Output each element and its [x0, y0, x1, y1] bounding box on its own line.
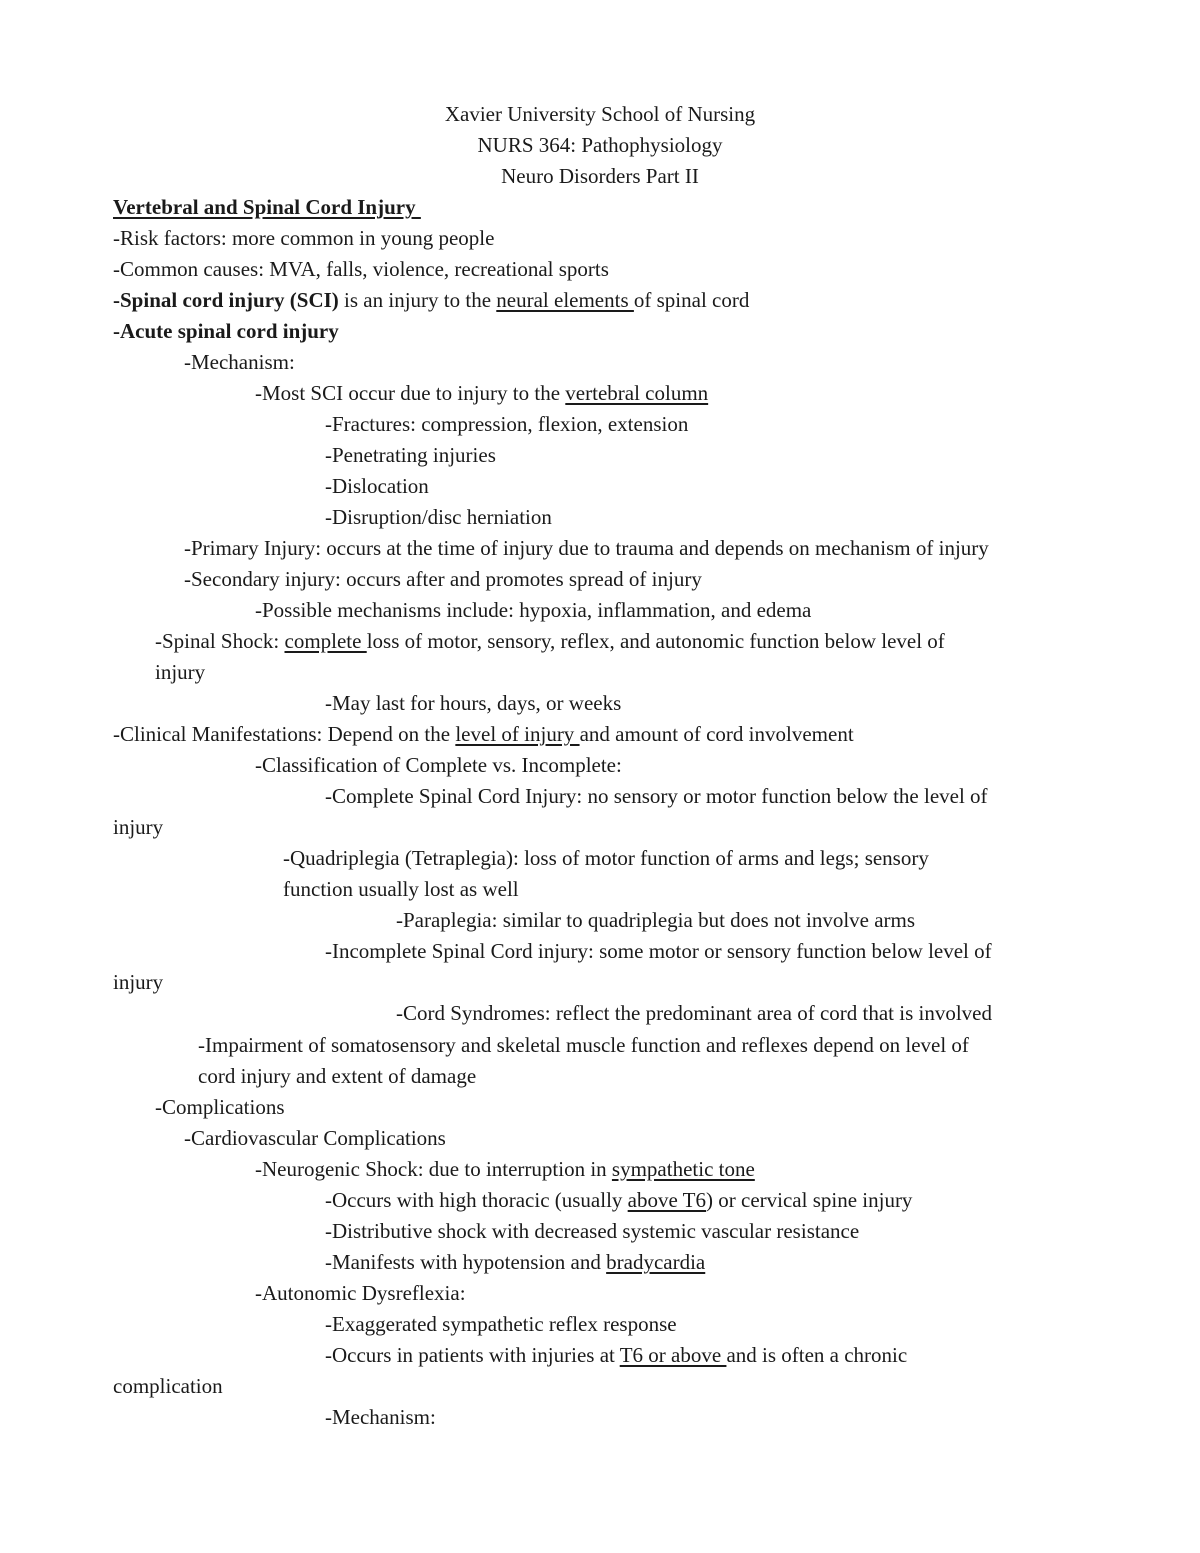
sci-definition-line — [113, 285, 749, 316]
possible-mechanisms-line: -Possible mechanisms include: hypoxia, inflammation, and edema — [255, 598, 812, 622]
occurs-high-end: ) or cervical spine injury — [706, 1188, 913, 1212]
incomplete-sci-line: -Incomplete Spinal Cord injury: some motor or sensory function below level of — [325, 939, 992, 963]
occurs-patients-line — [325, 1340, 907, 1371]
clinical-end: and amount of cord involvement — [579, 722, 854, 746]
secondary-injury-line: -Secondary injury: occurs after and promotes spread of injury — [184, 567, 702, 591]
sci-end-text: of spinal cord — [633, 288, 750, 312]
sci-dash: - — [113, 288, 120, 312]
acute-sci-heading — [113, 316, 339, 347]
impairment-continuation: cord injury and extent of damage — [198, 1064, 477, 1088]
acute-dash: - — [113, 319, 120, 343]
neurogenic-shock-text: -Neurogenic Shock: due to interruption in — [255, 1157, 612, 1181]
quadriplegia-continuation: function usually lost as well — [283, 877, 519, 901]
complication-continuation: complication — [113, 1374, 223, 1398]
clinical-manifestations-line — [113, 719, 854, 750]
complete-sci-continuation: injury — [113, 815, 164, 839]
occurs-patients-text: -Occurs in patients with injuries at — [325, 1343, 620, 1367]
classification-line: -Classification of Complete vs. Incomplete: — [255, 753, 622, 777]
mechanism-line-2: -Mechanism: — [325, 1405, 436, 1429]
fractures-line: -Fractures: compression, flexion, extension — [325, 412, 689, 436]
most-sci-line — [255, 378, 708, 409]
complications-line: -Complications — [155, 1095, 285, 1119]
risk-factors-line: -Risk factors: more common in young people — [113, 226, 495, 250]
sci-mid-text: is an injury to the — [338, 288, 497, 312]
paraplegia-line: -Paraplegia: similar to quadriplegia but does not involve arms — [396, 908, 916, 932]
spinal-shock-complete: complete — [284, 629, 367, 653]
occurs-high-text: -Occurs with high thoracic (usually — [325, 1188, 628, 1212]
spinal-shock-end: loss of motor, sensory, reflex, and autonomic function below level of — [366, 629, 945, 653]
manifests-text: -Manifests with hypotension and — [325, 1250, 607, 1274]
topic-title: Neuro Disorders Part II — [501, 164, 699, 188]
spinal-shock-line — [155, 626, 945, 657]
exaggerated-line: -Exaggerated sympathetic reflex response — [325, 1312, 677, 1336]
mechanism-line: -Mechanism: — [184, 350, 295, 374]
school-title: Xavier University School of Nursing — [444, 102, 756, 126]
vertebral-column: vertebral column — [565, 381, 709, 405]
bradycardia: bradycardia — [606, 1250, 706, 1274]
level-of-injury: level of injury — [455, 722, 580, 746]
occurs-patients-end: and is often a chronic — [726, 1343, 908, 1367]
spinal-shock-text: -Spinal Shock: — [155, 629, 285, 653]
occurs-high-thoracic-line — [325, 1185, 912, 1216]
distributive-shock-line: -Distributive shock with decreased systemic vascular resistance — [325, 1219, 860, 1243]
section-heading: Vertebral and Spinal Cord Injury — [113, 195, 421, 219]
neurogenic-shock-line — [255, 1154, 755, 1185]
impairment-line: -Impairment of somatosensory and skeletal muscle function and reflexes depend on level of — [198, 1033, 969, 1057]
acute-term: Acute spinal cord injury — [120, 319, 339, 343]
spinal-shock-continuation: injury — [155, 660, 206, 684]
course-title: NURS 364: Pathophysiology — [477, 133, 723, 157]
t6-or-above: T6 or above — [619, 1343, 727, 1367]
penetrating-line: -Penetrating injuries — [325, 443, 496, 467]
primary-injury-line: -Primary Injury: occurs at the time of injury due to trauma and depends on mechanism of injury — [184, 536, 989, 560]
clinical-text: -Clinical Manifestations: Depend on the — [113, 722, 456, 746]
complete-sci-line: -Complete Spinal Cord Injury: no sensory or motor function below the level of — [325, 784, 988, 808]
above-t6: above T6 — [627, 1188, 707, 1212]
quadriplegia-line: -Quadriplegia (Tetraplegia): loss of motor function of arms and legs; sensory — [283, 846, 929, 870]
autonomic-dysreflexia-line: -Autonomic Dysreflexia: — [255, 1281, 466, 1305]
most-sci-text: -Most SCI occur due to injury to the — [255, 381, 566, 405]
sci-term: Spinal cord injury (SCI) — [120, 288, 339, 312]
cardiovascular-line: -Cardiovascular Complications — [184, 1126, 446, 1150]
incomplete-sci-continuation: injury — [113, 970, 164, 994]
disruption-line: -Disruption/disc herniation — [325, 505, 552, 529]
may-last-line: -May last for hours, days, or weeks — [325, 691, 622, 715]
manifests-line — [325, 1247, 705, 1278]
sci-neural-elements: neural elements — [496, 288, 634, 312]
dislocation-line: -Dislocation — [325, 474, 429, 498]
cord-syndromes-line: -Cord Syndromes: reflect the predominant area of cord that is involved — [396, 1001, 992, 1025]
sympathetic-tone: sympathetic tone — [611, 1157, 755, 1181]
common-causes-line: -Common causes: MVA, falls, violence, recreational sports — [113, 257, 609, 281]
